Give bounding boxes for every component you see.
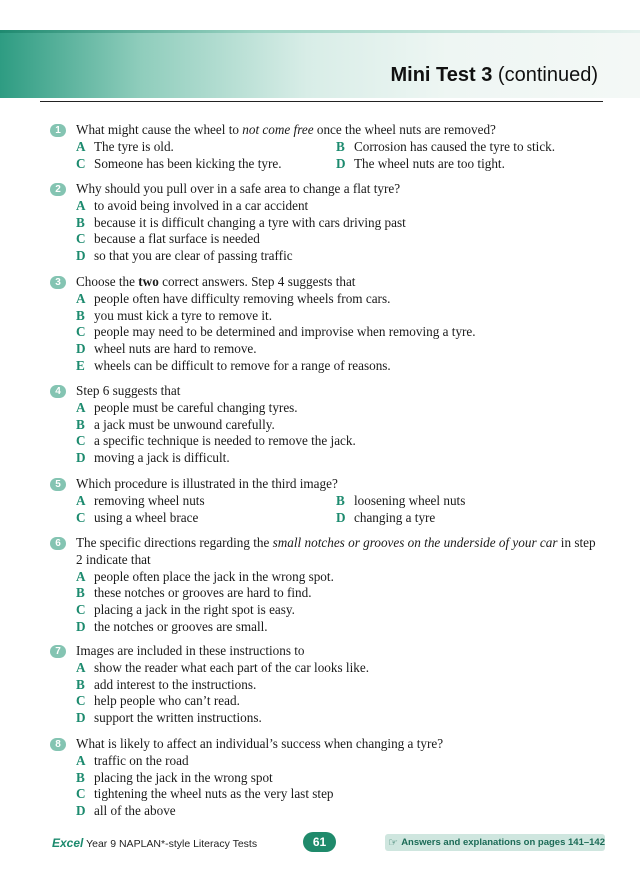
question-text-part: What might cause the wheel to: [76, 122, 243, 137]
option-letter: D: [76, 710, 86, 726]
answer-options: [76, 139, 600, 173]
option-text: people must be careful changing tyres.: [94, 399, 298, 415]
answer-option-b[interactable]: [76, 677, 600, 694]
option-letter: B: [76, 676, 85, 692]
option-text: add interest to the instructions.: [94, 676, 257, 692]
answer-option-d[interactable]: [336, 156, 596, 173]
option-letter: A: [76, 568, 86, 584]
option-letter: B: [336, 138, 345, 154]
answer-option-b[interactable]: [336, 493, 596, 510]
option-text: because a flat surface is needed: [94, 231, 260, 247]
option-text: because it is difficult changing a tyre with cars driving past: [94, 214, 406, 230]
answer-option-c[interactable]: [76, 786, 600, 803]
answer-option-b[interactable]: [76, 308, 600, 325]
option-text: placing the jack in the wrong spot: [94, 769, 273, 785]
option-letter: C: [76, 602, 86, 618]
option-letter: D: [76, 803, 86, 819]
answer-option-c[interactable]: [76, 231, 600, 248]
option-text: show the reader what each part of the car looks like.: [94, 659, 369, 675]
option-letter: A: [76, 492, 86, 508]
question-text: What is likely to affect an individual’s success when changing a tyre?: [76, 736, 444, 751]
answer-option-c[interactable]: [76, 510, 336, 527]
question-text-part: The specific directions regarding the: [76, 535, 273, 550]
option-text: using a wheel brace: [94, 509, 199, 525]
answer-option-a[interactable]: [76, 569, 600, 586]
answers-reference: [385, 834, 605, 851]
answer-option-a[interactable]: [76, 660, 600, 677]
header-top-rule: [0, 30, 640, 33]
question-text: Step 6 suggests that: [76, 383, 181, 398]
option-letter: C: [76, 509, 86, 525]
question-number-badge: 8: [50, 738, 66, 751]
option-text: placing a jack in the right spot is easy.: [94, 602, 295, 618]
question-number-badge: 6: [50, 537, 66, 550]
option-text: people often place the jack in the wrong spot.: [94, 568, 334, 584]
option-letter: A: [76, 399, 86, 415]
question-number-badge: 3: [50, 276, 66, 289]
option-letter: D: [336, 509, 346, 525]
option-text: loosening wheel nuts: [354, 492, 466, 508]
answer-options: [76, 660, 600, 727]
answer-option-a[interactable]: [76, 753, 600, 770]
option-letter: B: [76, 307, 85, 323]
option-letter: C: [76, 231, 86, 247]
option-text: people may need to be determined and improvise when removing a tyre.: [94, 324, 476, 340]
answer-option-d[interactable]: [336, 510, 596, 527]
book-title: Year 9 NAPLAN*-style Literacy Tests: [83, 838, 258, 850]
question-number-badge: 5: [50, 478, 66, 491]
page-number: 61: [303, 832, 336, 852]
header-divider: [40, 101, 603, 102]
option-text: to avoid being involved in a car accident: [94, 197, 309, 213]
question-text: [76, 274, 600, 291]
answer-option-d[interactable]: [76, 341, 600, 358]
answers-reference-text: Answers and explanations on pages 141–142: [401, 837, 605, 848]
answer-option-a[interactable]: [76, 139, 336, 156]
option-text: these notches or grooves are hard to find.: [94, 585, 312, 601]
option-text: tightening the wheel nuts as the very last step: [94, 786, 334, 802]
answer-option-c[interactable]: [76, 156, 336, 173]
option-letter: B: [76, 769, 85, 785]
answer-option-c[interactable]: [76, 602, 600, 619]
option-text: changing a tyre: [354, 509, 436, 525]
option-text: moving a jack is difficult.: [94, 450, 230, 466]
option-letter: C: [76, 324, 86, 340]
option-letter: B: [336, 492, 345, 508]
option-text: people often have difficulty removing wheels from cars.: [94, 290, 391, 306]
option-letter: A: [76, 752, 86, 768]
option-letter: A: [76, 659, 86, 675]
question-7: [50, 643, 600, 727]
option-letter: D: [336, 155, 346, 171]
option-text: Someone has been kicking the tyre.: [94, 155, 282, 171]
question-text-emphasis: small notches or grooves on the underside of your car: [272, 535, 558, 550]
page-title: [391, 64, 599, 87]
option-letter: A: [76, 197, 86, 213]
option-text: the notches or grooves are small.: [94, 618, 268, 634]
question-5: [50, 476, 600, 526]
question-6: [50, 535, 600, 636]
question-text-bold: two: [138, 274, 159, 289]
answer-options: [76, 753, 600, 820]
answer-option-b[interactable]: [76, 770, 600, 787]
option-text: so that you are clear of passing traffic: [94, 248, 293, 264]
answer-options: [76, 291, 600, 375]
option-text: a specific technique is needed to remove the jack.: [94, 433, 356, 449]
answer-option-b[interactable]: [336, 139, 596, 156]
brand-name: Excel: [52, 836, 84, 850]
option-letter: D: [76, 618, 86, 634]
option-letter: A: [76, 290, 86, 306]
answer-option-d[interactable]: [76, 803, 600, 820]
question-text: [76, 535, 600, 569]
answer-option-c[interactable]: [76, 693, 600, 710]
answer-options: [76, 493, 600, 527]
question-text-part: Choose the: [76, 274, 139, 289]
answer-option-b[interactable]: [76, 585, 600, 602]
option-letter: B: [76, 585, 85, 601]
option-letter: C: [76, 786, 86, 802]
option-text: Corrosion has caused the tyre to stick.: [354, 138, 556, 154]
answer-option-b[interactable]: [76, 215, 600, 232]
question-1: [50, 122, 600, 172]
option-text: a jack must be unwound carefully.: [94, 416, 275, 432]
option-text: wheel nuts are hard to remove.: [94, 341, 257, 357]
answer-option-b[interactable]: [76, 417, 600, 434]
answer-option-a[interactable]: [76, 198, 600, 215]
question-8: [50, 736, 600, 820]
answer-option-a[interactable]: [76, 400, 600, 417]
answer-option-c[interactable]: [76, 433, 600, 450]
question-4: [50, 383, 600, 467]
answer-option-d[interactable]: [76, 248, 600, 265]
pointing-hand-icon: ☞: [388, 837, 399, 849]
answer-option-c[interactable]: [76, 324, 600, 341]
question-text: Images are included in these instructions to: [76, 643, 305, 658]
option-letter: C: [76, 155, 86, 171]
option-letter: D: [76, 341, 86, 357]
option-letter: B: [76, 416, 85, 432]
option-text: all of the above: [94, 803, 176, 819]
answer-option-a[interactable]: [76, 291, 600, 308]
question-text-part: correct answers. Step 4 suggests that: [158, 274, 356, 289]
question-number-badge: 1: [50, 124, 66, 137]
question-text-part: once the wheel nuts are removed?: [313, 122, 496, 137]
answer-option-e[interactable]: [76, 358, 600, 375]
answer-options: [76, 198, 600, 265]
question-text: Which procedure is illustrated in the third image?: [76, 476, 338, 491]
title-main: Mini Test 3: [390, 64, 493, 86]
answer-option-a[interactable]: [76, 493, 336, 510]
answer-options: [76, 400, 600, 467]
title-continued: (continued): [492, 64, 598, 86]
option-letter: C: [76, 433, 86, 449]
question-number-badge: 2: [50, 183, 66, 196]
option-letter: C: [76, 693, 86, 709]
option-letter: B: [76, 214, 85, 230]
option-letter: E: [76, 357, 85, 373]
option-text: help people who can’t read.: [94, 693, 240, 709]
question-number-badge: 7: [50, 645, 66, 658]
question-2: [50, 181, 600, 265]
option-text: wheels can be difficult to remove for a range of reasons.: [94, 357, 391, 373]
answer-options: [76, 569, 600, 636]
option-text: The wheel nuts are too tight.: [354, 155, 505, 171]
answer-option-d[interactable]: [76, 710, 600, 727]
question-text-emphasis: not come free: [242, 122, 314, 137]
option-text: support the written instructions.: [94, 710, 262, 726]
question-3: [50, 274, 600, 375]
footer-book-title: [52, 836, 257, 850]
question-text: [76, 122, 600, 139]
question-text: Why should you pull over in a safe area to change a flat tyre?: [76, 181, 401, 196]
question-text-part: in step 2 indicate that: [76, 535, 596, 567]
answer-option-d[interactable]: [76, 619, 600, 636]
option-text: traffic on the road: [94, 752, 189, 768]
option-letter: D: [76, 450, 86, 466]
option-letter: A: [76, 138, 86, 154]
option-text: removing wheel nuts: [94, 492, 205, 508]
question-number-badge: 4: [50, 385, 66, 398]
option-text: you must kick a tyre to remove it.: [94, 307, 272, 323]
option-text: The tyre is old.: [94, 138, 174, 154]
answer-option-d[interactable]: [76, 450, 600, 467]
option-letter: D: [76, 248, 86, 264]
